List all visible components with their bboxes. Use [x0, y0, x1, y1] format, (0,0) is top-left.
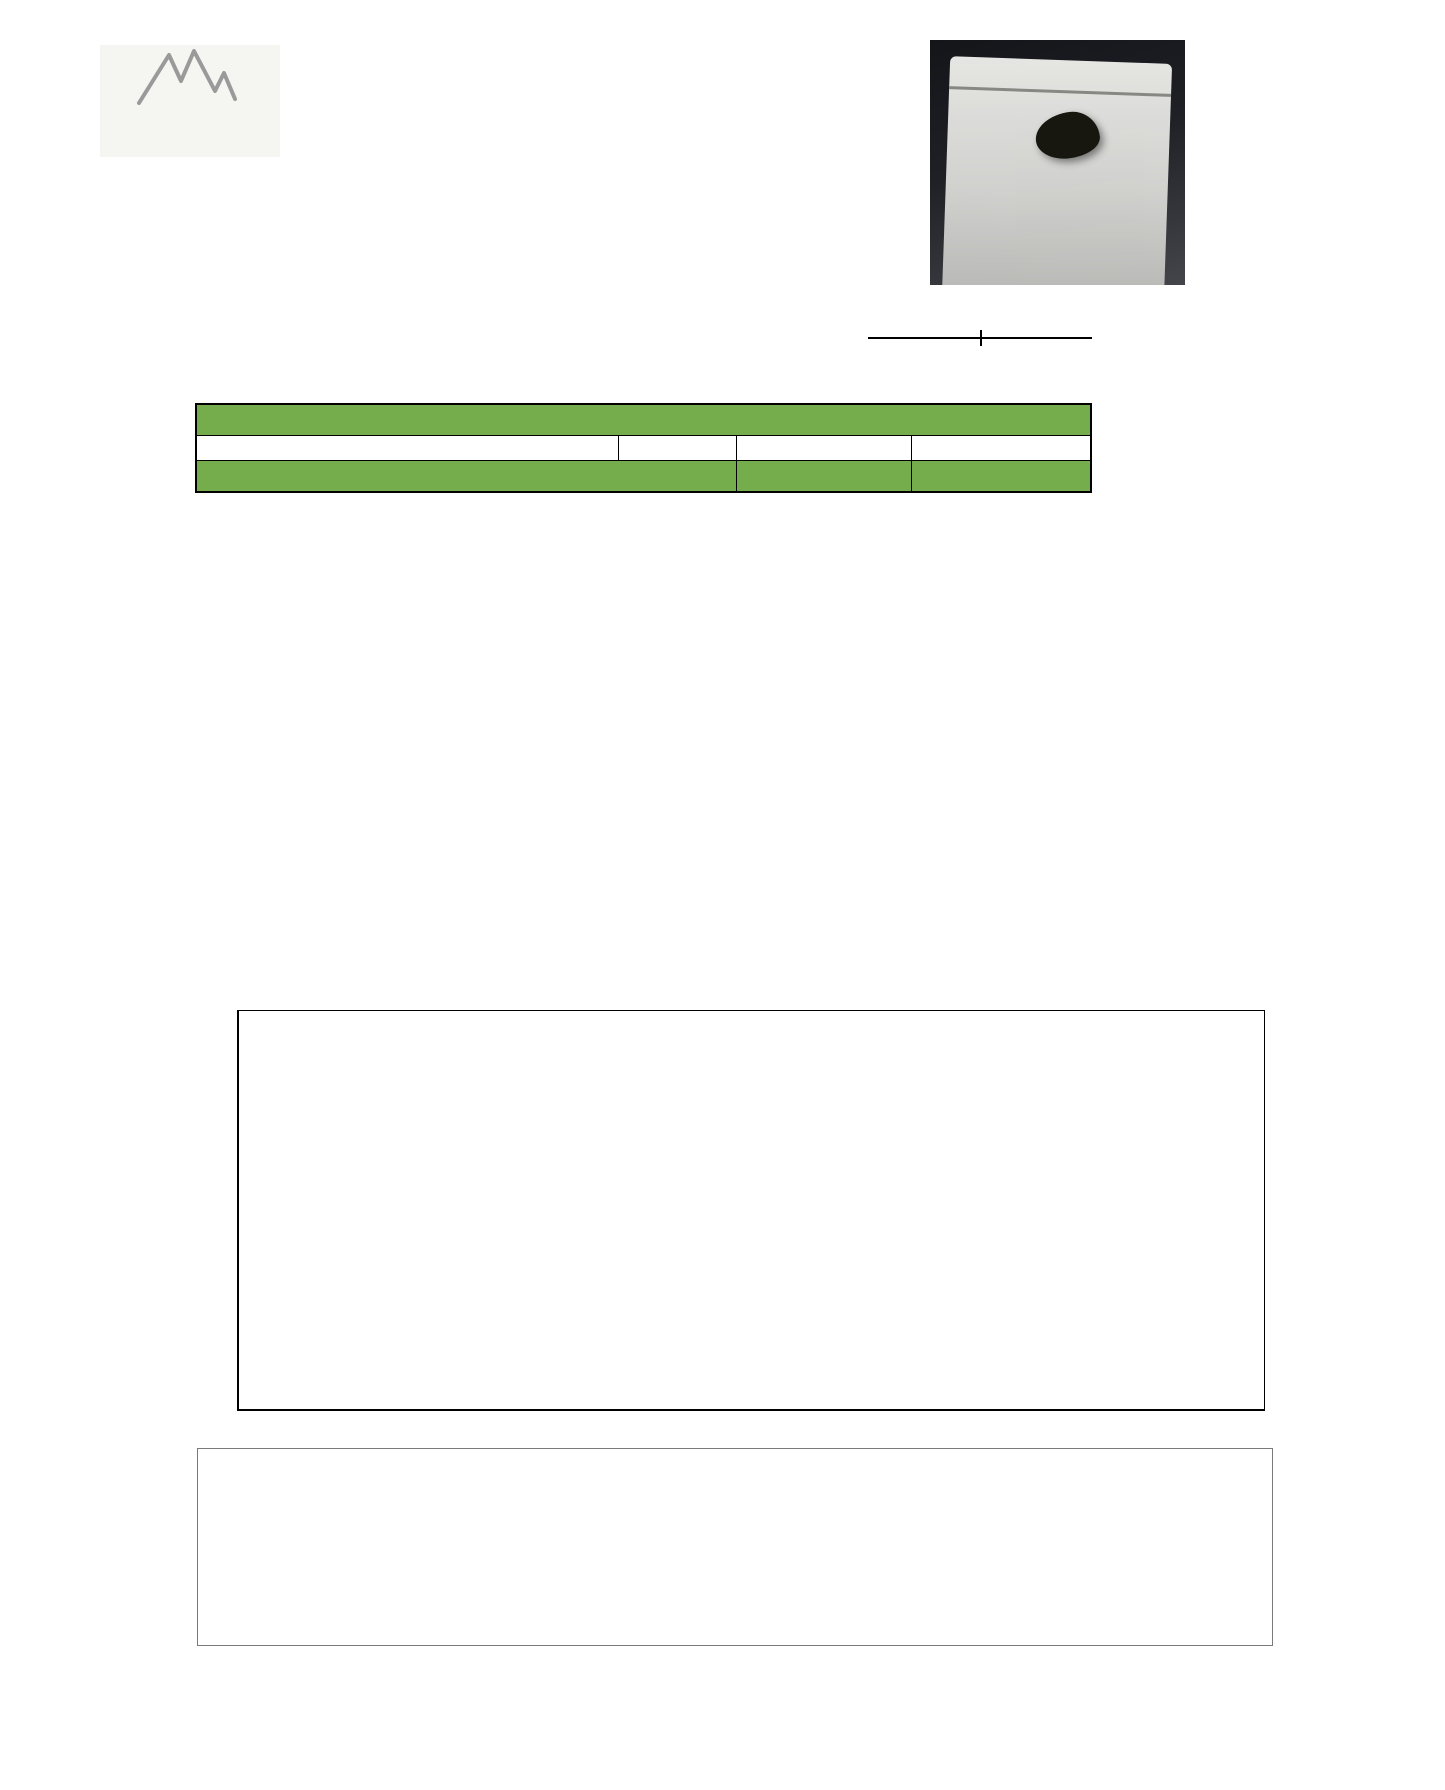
bar-chart-plot-area — [237, 1010, 1265, 1411]
column-header-row — [196, 436, 1091, 461]
sample-material — [1033, 109, 1101, 161]
sample-bag — [942, 56, 1172, 285]
sample-photo — [930, 40, 1185, 285]
totals-header-mgg — [911, 461, 1091, 493]
column-header-mgg — [911, 436, 1091, 461]
section-header-cell — [196, 404, 1091, 436]
mountain-icon — [131, 47, 249, 105]
cannabinoid-results-table — [195, 403, 1092, 493]
column-header-lod — [618, 436, 736, 461]
totals-header-pct — [736, 461, 911, 493]
extraction-date-value — [868, 339, 980, 346]
analysis-date-value — [980, 339, 1092, 346]
totals-header-label — [196, 461, 736, 493]
column-header-pct — [736, 436, 911, 461]
extraction-date-header — [868, 330, 980, 339]
dates-header-row — [868, 330, 1092, 339]
analysis-date-header — [980, 330, 1092, 339]
totals-header-row — [196, 461, 1091, 493]
chart-title — [190, 955, 1250, 986]
dates-table — [868, 330, 1092, 346]
bag-zip-seal — [949, 86, 1171, 97]
column-header-empty — [196, 436, 618, 461]
chart-legend — [197, 1448, 1273, 1646]
section-header-row — [196, 404, 1091, 436]
dates-value-row — [868, 339, 1092, 346]
altitude-logo — [100, 45, 280, 157]
